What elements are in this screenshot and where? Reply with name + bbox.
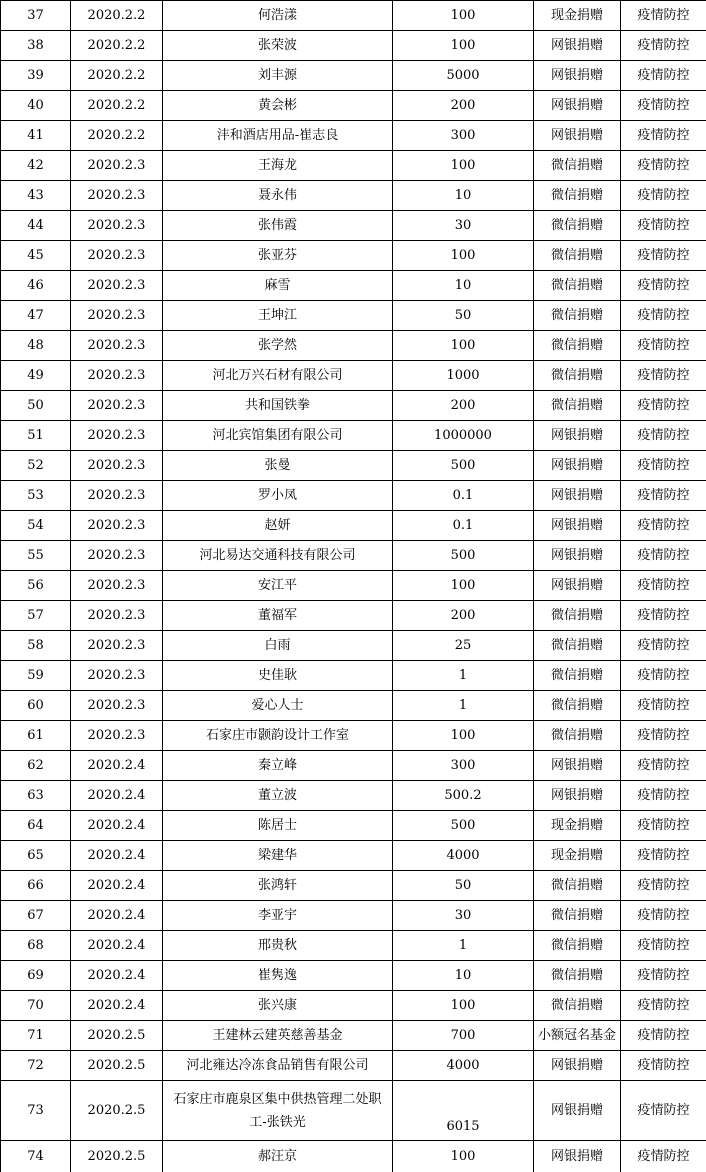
donor-cell: 白雨: [163, 631, 393, 661]
row-number-cell: 67: [1, 901, 71, 931]
purpose-cell: 疫情防控: [621, 871, 706, 901]
date-cell: 2020.2.3: [71, 211, 163, 241]
purpose-cell: 疫情防控: [621, 991, 706, 1021]
purpose-cell: 疫情防控: [621, 511, 706, 541]
table-row: [1, 91, 706, 121]
donation-method-cell: 网银捐赠: [534, 31, 621, 61]
donor-cell: 张伟霞: [163, 211, 393, 241]
amount-cell: 200: [393, 601, 534, 631]
donor-cell: 张学然: [163, 331, 393, 361]
donation-method-cell: 微信捐赠: [534, 901, 621, 931]
amount-cell: 10: [393, 181, 534, 211]
purpose-cell: 疫情防控: [621, 301, 706, 331]
table-row: [1, 61, 706, 91]
date-cell: 2020.2.2: [71, 91, 163, 121]
donor-cell: 梁建华: [163, 841, 393, 871]
amount-cell: 1: [393, 931, 534, 961]
donor-cell: 河北万兴石材有限公司: [163, 361, 393, 391]
table-row: [1, 871, 706, 901]
row-number-cell: 73: [1, 1081, 71, 1141]
date-cell: 2020.2.3: [71, 271, 163, 301]
row-number-cell: 71: [1, 1021, 71, 1051]
date-cell: 2020.2.3: [71, 571, 163, 601]
row-number-cell: 58: [1, 631, 71, 661]
donation-method-cell: 网银捐赠: [534, 451, 621, 481]
date-cell: 2020.2.4: [71, 841, 163, 871]
purpose-cell: 疫情防控: [621, 691, 706, 721]
purpose-cell: 疫情防控: [621, 331, 706, 361]
amount-cell: 100: [393, 241, 534, 271]
table-row: [1, 1081, 706, 1141]
donation-method-cell: 网银捐赠: [534, 511, 621, 541]
donor-cell: 麻雪: [163, 271, 393, 301]
donor-cell: 李亚宇: [163, 901, 393, 931]
amount-cell: 5000: [393, 61, 534, 91]
purpose-cell: 疫情防控: [621, 811, 706, 841]
purpose-cell: 疫情防控: [621, 31, 706, 61]
date-cell: 2020.2.4: [71, 931, 163, 961]
amount-cell: 100: [393, 571, 534, 601]
table-row: [1, 181, 706, 211]
donor-cell: 赵妍: [163, 511, 393, 541]
purpose-cell: 疫情防控: [621, 181, 706, 211]
purpose-cell: 疫情防控: [621, 601, 706, 631]
row-number-cell: 38: [1, 31, 71, 61]
purpose-cell: 疫情防控: [621, 211, 706, 241]
donor-cell: 河北宾馆集团有限公司: [163, 421, 393, 451]
row-number-cell: 74: [1, 1141, 71, 1172]
purpose-cell: 疫情防控: [621, 1141, 706, 1172]
donation-method-cell: 网银捐赠: [534, 421, 621, 451]
row-number-cell: 48: [1, 331, 71, 361]
donation-method-cell: 网银捐赠: [534, 61, 621, 91]
amount-cell: 0.1: [393, 481, 534, 511]
purpose-cell: 疫情防控: [621, 931, 706, 961]
purpose-cell: 疫情防控: [621, 571, 706, 601]
amount-cell: 100: [393, 1141, 534, 1172]
amount-cell: 500: [393, 541, 534, 571]
purpose-cell: 疫情防控: [621, 61, 706, 91]
table-row: [1, 841, 706, 871]
donor-cell: 史佳耿: [163, 661, 393, 691]
donor-cell: 爱心人士: [163, 691, 393, 721]
amount-cell: 100: [393, 151, 534, 181]
purpose-cell: 疫情防控: [621, 151, 706, 181]
donation-method-cell: 微信捐赠: [534, 991, 621, 1021]
purpose-cell: 疫情防控: [621, 751, 706, 781]
purpose-cell: 疫情防控: [621, 451, 706, 481]
amount-cell: 25: [393, 631, 534, 661]
donor-cell: 河北易达交通科技有限公司: [163, 541, 393, 571]
donor-cell: 董福军: [163, 601, 393, 631]
row-number-cell: 65: [1, 841, 71, 871]
purpose-cell: 疫情防控: [621, 121, 706, 151]
amount-cell: 100: [393, 331, 534, 361]
donation-method-cell: 小额冠名基金: [534, 1021, 621, 1051]
donor-cell: 秦立峰: [163, 751, 393, 781]
purpose-cell: 疫情防控: [621, 1021, 706, 1051]
row-number-cell: 54: [1, 511, 71, 541]
amount-cell: 10: [393, 271, 534, 301]
amount-cell: 200: [393, 91, 534, 121]
donor-cell: 张兴康: [163, 991, 393, 1021]
donation-method-cell: 微信捐赠: [534, 931, 621, 961]
row-number-cell: 41: [1, 121, 71, 151]
donation-method-cell: 微信捐赠: [534, 661, 621, 691]
donor-cell: 张荣波: [163, 31, 393, 61]
donation-method-cell: 现金捐赠: [534, 811, 621, 841]
donor-cell: 陈居士: [163, 811, 393, 841]
row-number-cell: 60: [1, 691, 71, 721]
row-number-cell: 72: [1, 1051, 71, 1081]
table-row: [1, 631, 706, 661]
donation-method-cell: 网银捐赠: [534, 751, 621, 781]
row-number-cell: 69: [1, 961, 71, 991]
date-cell: 2020.2.3: [71, 511, 163, 541]
donation-method-cell: 网银捐赠: [534, 571, 621, 601]
purpose-cell: 疫情防控: [621, 781, 706, 811]
amount-cell: 200: [393, 391, 534, 421]
purpose-cell: 疫情防控: [621, 421, 706, 451]
table-row: [1, 121, 706, 151]
purpose-cell: 疫情防控: [621, 481, 706, 511]
date-cell: 2020.2.3: [71, 661, 163, 691]
donation-method-cell: 网银捐赠: [534, 1141, 621, 1172]
amount-cell: 500: [393, 451, 534, 481]
date-cell: 2020.2.5: [71, 1051, 163, 1081]
amount-cell: 6015: [393, 1081, 534, 1141]
purpose-cell: 疫情防控: [621, 631, 706, 661]
row-number-cell: 55: [1, 541, 71, 571]
row-number-cell: 57: [1, 601, 71, 631]
table-row: [1, 151, 706, 181]
row-number-cell: 45: [1, 241, 71, 271]
table-row: [1, 1051, 706, 1081]
date-cell: 2020.2.3: [71, 331, 163, 361]
amount-cell: 30: [393, 901, 534, 931]
donation-method-cell: 网银捐赠: [534, 1081, 621, 1141]
row-number-cell: 39: [1, 61, 71, 91]
table-row: [1, 961, 706, 991]
donor-cell: 张曼: [163, 451, 393, 481]
amount-cell: 1000000: [393, 421, 534, 451]
date-cell: 2020.2.3: [71, 541, 163, 571]
date-cell: 2020.2.4: [71, 901, 163, 931]
table-row: [1, 361, 706, 391]
date-cell: 2020.2.2: [71, 1, 163, 31]
table-row: [1, 1021, 706, 1051]
date-cell: 2020.2.3: [71, 631, 163, 661]
amount-cell: 100: [393, 31, 534, 61]
amount-cell: 100: [393, 1, 534, 31]
donation-method-cell: 微信捐赠: [534, 631, 621, 661]
date-cell: 2020.2.4: [71, 871, 163, 901]
donation-method-cell: 微信捐赠: [534, 691, 621, 721]
donor-cell: 河北雍达冷冻食品销售有限公司: [163, 1051, 393, 1081]
purpose-cell: 疫情防控: [621, 1, 706, 31]
donor-cell: 罗小凤: [163, 481, 393, 511]
purpose-cell: 疫情防控: [621, 361, 706, 391]
donor-cell: 邢贵秋: [163, 931, 393, 961]
donor-cell: 石家庄市鹿泉区集中供热管理二处职工-张铁光: [163, 1081, 393, 1141]
table-row: [1, 721, 706, 751]
date-cell: 2020.2.3: [71, 181, 163, 211]
donor-cell: 郝汪京: [163, 1141, 393, 1172]
amount-cell: 500: [393, 811, 534, 841]
table-row: [1, 691, 706, 721]
row-number-cell: 59: [1, 661, 71, 691]
amount-cell: 700: [393, 1021, 534, 1051]
row-number-cell: 53: [1, 481, 71, 511]
amount-cell: 10: [393, 961, 534, 991]
row-number-cell: 70: [1, 991, 71, 1021]
donation-method-cell: 现金捐赠: [534, 841, 621, 871]
donation-method-cell: 微信捐赠: [534, 871, 621, 901]
donation-method-cell: 网银捐赠: [534, 481, 621, 511]
date-cell: 2020.2.4: [71, 751, 163, 781]
donor-cell: 沣和酒店用品-崔志良: [163, 121, 393, 151]
row-number-cell: 51: [1, 421, 71, 451]
purpose-cell: 疫情防控: [621, 541, 706, 571]
date-cell: 2020.2.4: [71, 811, 163, 841]
row-number-cell: 52: [1, 451, 71, 481]
donation-method-cell: 网银捐赠: [534, 541, 621, 571]
date-cell: 2020.2.3: [71, 421, 163, 451]
donation-method-cell: 微信捐赠: [534, 391, 621, 421]
donor-cell: 共和国铁拳: [163, 391, 393, 421]
table-row: [1, 571, 706, 601]
purpose-cell: 疫情防控: [621, 241, 706, 271]
purpose-cell: 疫情防控: [621, 1081, 706, 1141]
table-row: [1, 751, 706, 781]
date-cell: 2020.2.2: [71, 121, 163, 151]
amount-cell: 1000: [393, 361, 534, 391]
table-row: [1, 511, 706, 541]
date-cell: 2020.2.4: [71, 781, 163, 811]
donation-table-body: [1, 1, 706, 1172]
donation-method-cell: 微信捐赠: [534, 241, 621, 271]
amount-cell: 300: [393, 121, 534, 151]
table-row: [1, 481, 706, 511]
date-cell: 2020.2.2: [71, 61, 163, 91]
table-row: [1, 391, 706, 421]
row-number-cell: 47: [1, 301, 71, 331]
donor-cell: 黄会彬: [163, 91, 393, 121]
table-row: [1, 931, 706, 961]
donation-method-cell: 微信捐赠: [534, 601, 621, 631]
donation-method-cell: 网银捐赠: [534, 781, 621, 811]
date-cell: 2020.2.5: [71, 1021, 163, 1051]
table-row: [1, 991, 706, 1021]
amount-cell: 4000: [393, 1051, 534, 1081]
table-row: [1, 781, 706, 811]
table-row: [1, 1141, 706, 1172]
table-row: [1, 31, 706, 61]
table-row: [1, 211, 706, 241]
date-cell: 2020.2.3: [71, 391, 163, 421]
row-number-cell: 63: [1, 781, 71, 811]
donor-cell: 石家庄市颢韵设计工作室: [163, 721, 393, 751]
purpose-cell: 疫情防控: [621, 721, 706, 751]
amount-cell: 500.2: [393, 781, 534, 811]
table-row: [1, 451, 706, 481]
amount-cell: 4000: [393, 841, 534, 871]
table-row: [1, 1, 706, 31]
date-cell: 2020.2.5: [71, 1141, 163, 1172]
amount-cell: 100: [393, 721, 534, 751]
date-cell: 2020.2.3: [71, 301, 163, 331]
donor-cell: 张亚芬: [163, 241, 393, 271]
amount-cell: 300: [393, 751, 534, 781]
donation-method-cell: 微信捐赠: [534, 301, 621, 331]
purpose-cell: 疫情防控: [621, 841, 706, 871]
row-number-cell: 44: [1, 211, 71, 241]
date-cell: 2020.2.3: [71, 151, 163, 181]
donor-cell: 王坤江: [163, 301, 393, 331]
donation-method-cell: 网银捐赠: [534, 1051, 621, 1081]
donor-cell: 刘丰源: [163, 61, 393, 91]
date-cell: 2020.2.4: [71, 961, 163, 991]
donation-method-cell: 微信捐赠: [534, 721, 621, 751]
donor-cell: 张鸿轩: [163, 871, 393, 901]
donor-cell: 何浩漾: [163, 1, 393, 31]
row-number-cell: 64: [1, 811, 71, 841]
date-cell: 2020.2.3: [71, 721, 163, 751]
donation-method-cell: 现金捐赠: [534, 1, 621, 31]
row-number-cell: 66: [1, 871, 71, 901]
amount-cell: 50: [393, 871, 534, 901]
date-cell: 2020.2.3: [71, 451, 163, 481]
row-number-cell: 62: [1, 751, 71, 781]
purpose-cell: 疫情防控: [621, 91, 706, 121]
donation-method-cell: 微信捐赠: [534, 331, 621, 361]
purpose-cell: 疫情防控: [621, 961, 706, 991]
table-row: [1, 241, 706, 271]
amount-cell: 30: [393, 211, 534, 241]
row-number-cell: 56: [1, 571, 71, 601]
amount-cell: 100: [393, 991, 534, 1021]
table-row: [1, 901, 706, 931]
donation-method-cell: 微信捐赠: [534, 211, 621, 241]
table-row: [1, 661, 706, 691]
table-row: [1, 331, 706, 361]
amount-cell: 1: [393, 661, 534, 691]
table-row: [1, 541, 706, 571]
date-cell: 2020.2.2: [71, 31, 163, 61]
table-row: [1, 301, 706, 331]
date-cell: 2020.2.5: [71, 1081, 163, 1141]
date-cell: 2020.2.3: [71, 601, 163, 631]
row-number-cell: 68: [1, 931, 71, 961]
donation-method-cell: 网银捐赠: [534, 91, 621, 121]
row-number-cell: 40: [1, 91, 71, 121]
table-row: [1, 421, 706, 451]
row-number-cell: 42: [1, 151, 71, 181]
donor-cell: 聂永伟: [163, 181, 393, 211]
row-number-cell: 43: [1, 181, 71, 211]
donation-method-cell: 网银捐赠: [534, 121, 621, 151]
date-cell: 2020.2.3: [71, 481, 163, 511]
purpose-cell: 疫情防控: [621, 661, 706, 691]
purpose-cell: 疫情防控: [621, 1051, 706, 1081]
purpose-cell: 疫情防控: [621, 271, 706, 301]
amount-cell: 1: [393, 691, 534, 721]
donation-method-cell: 微信捐赠: [534, 361, 621, 391]
amount-cell: 50: [393, 301, 534, 331]
row-number-cell: 37: [1, 1, 71, 31]
donor-cell: 王建林云建英慈善基金: [163, 1021, 393, 1051]
donor-cell: 王海龙: [163, 151, 393, 181]
donor-cell: 崔隽逸: [163, 961, 393, 991]
donor-cell: 董立波: [163, 781, 393, 811]
row-number-cell: 61: [1, 721, 71, 751]
donation-method-cell: 微信捐赠: [534, 271, 621, 301]
row-number-cell: 49: [1, 361, 71, 391]
purpose-cell: 疫情防控: [621, 901, 706, 931]
table-row: [1, 271, 706, 301]
donor-cell: 安江平: [163, 571, 393, 601]
purpose-cell: 疫情防控: [621, 391, 706, 421]
row-number-cell: 46: [1, 271, 71, 301]
table-row: [1, 601, 706, 631]
date-cell: 2020.2.4: [71, 991, 163, 1021]
donation-method-cell: 微信捐赠: [534, 151, 621, 181]
donation-method-cell: 微信捐赠: [534, 181, 621, 211]
date-cell: 2020.2.3: [71, 241, 163, 271]
date-cell: 2020.2.3: [71, 691, 163, 721]
row-number-cell: 50: [1, 391, 71, 421]
amount-cell: 0.1: [393, 511, 534, 541]
date-cell: 2020.2.3: [71, 361, 163, 391]
donation-method-cell: 微信捐赠: [534, 961, 621, 991]
table-row: [1, 811, 706, 841]
